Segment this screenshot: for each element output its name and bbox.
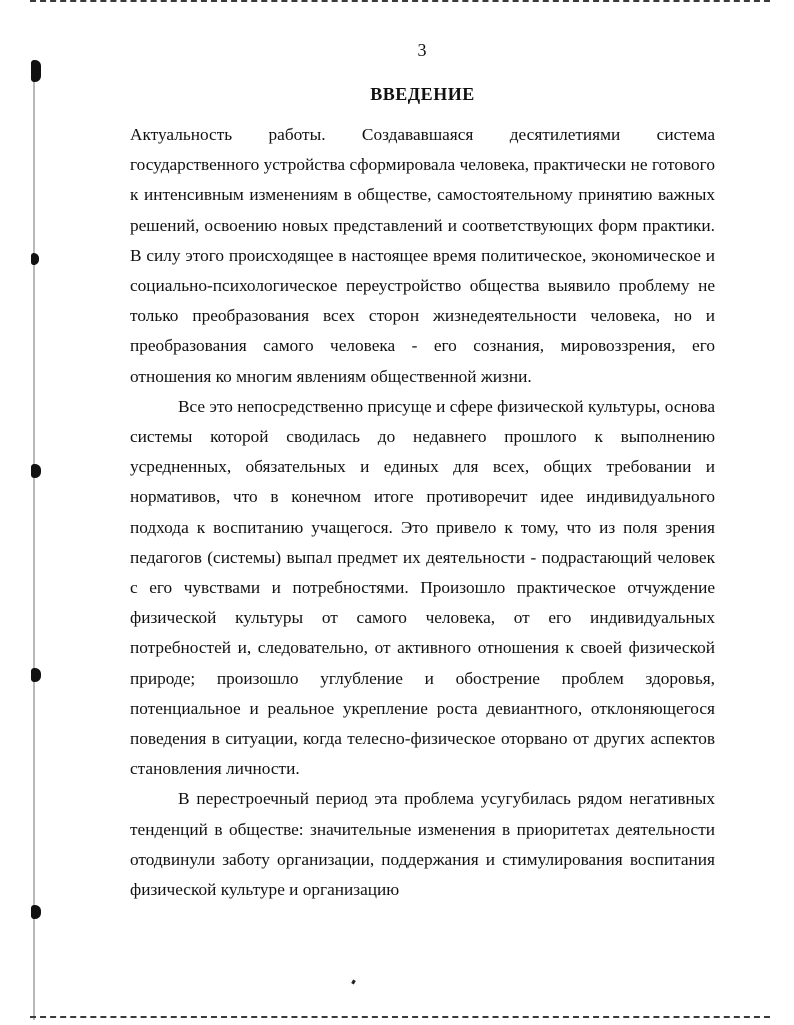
page-number: 3 xyxy=(417,40,427,60)
punch-hole-mark xyxy=(31,668,41,682)
left-binding-edge xyxy=(33,60,35,1020)
punch-hole-mark xyxy=(31,464,41,478)
paragraph-physical-culture: Все это непосредственно присуще и сфере физической культуры, основа системы которой сводилась до недавнего прошлого к выполнению усредненных, обязательных и единых для всех, общих требовании и нормативов, что в конечном итоге противоречит идее индивидуального подхода к воспитанию учащегося. Это привело к тому, что из поля зрения педагогов (системы) выпал предмет их деятельности - подрастающий человек с его чувствами и потребностями. Произошло практическое отчуждение физической культуры от самого человека, от его индивидуальных потребностей и, следовательно, от активного отношения к своей физической природе; произошло углубление и обострение проблем здоровья, потенциальное и реальное укрепление роста девиантного, отклоняющегося поведения в ситуации, когда телесно-физическое оторвано от других аспектов становления личности. xyxy=(130,396,715,779)
bottom-scan-border xyxy=(30,1016,770,1023)
punch-hole-mark xyxy=(31,905,41,919)
scan-speck xyxy=(351,980,356,985)
punch-hole-mark xyxy=(31,60,41,82)
punch-hole-mark xyxy=(31,253,39,265)
paragraph-perestroika: В перестроечный период эта проблема усугубилась рядом негативных тенденций в обществе: значительные изменения в приоритетах деятельности отодвинули заботу организации, поддержания и стимулирования воспитания физической культуре и организацию xyxy=(130,789,715,900)
top-scan-border xyxy=(30,0,770,7)
paragraph-relevance: Актуальность работы. Создававшаяся десятилетиями система государственного устройства сформировала человека, практически не готового к интенсивным изменениям в обществе, самостоятельному принятию важных решений, освоению новых представлений и соответствующих форм практики. В силу этого происходящее в настоящее время политическое, экономическое и социально-психологическое переустройство общества выявило проблему не только преобразования всех сторон жизнедеятельности человека, но и преобразования самого человека - его сознания, мировоззрения, его отношения ко многим явлениям общественной жизни. xyxy=(130,125,715,386)
body-text xyxy=(130,120,715,905)
section-heading: ВВЕДЕНИЕ xyxy=(370,84,475,104)
